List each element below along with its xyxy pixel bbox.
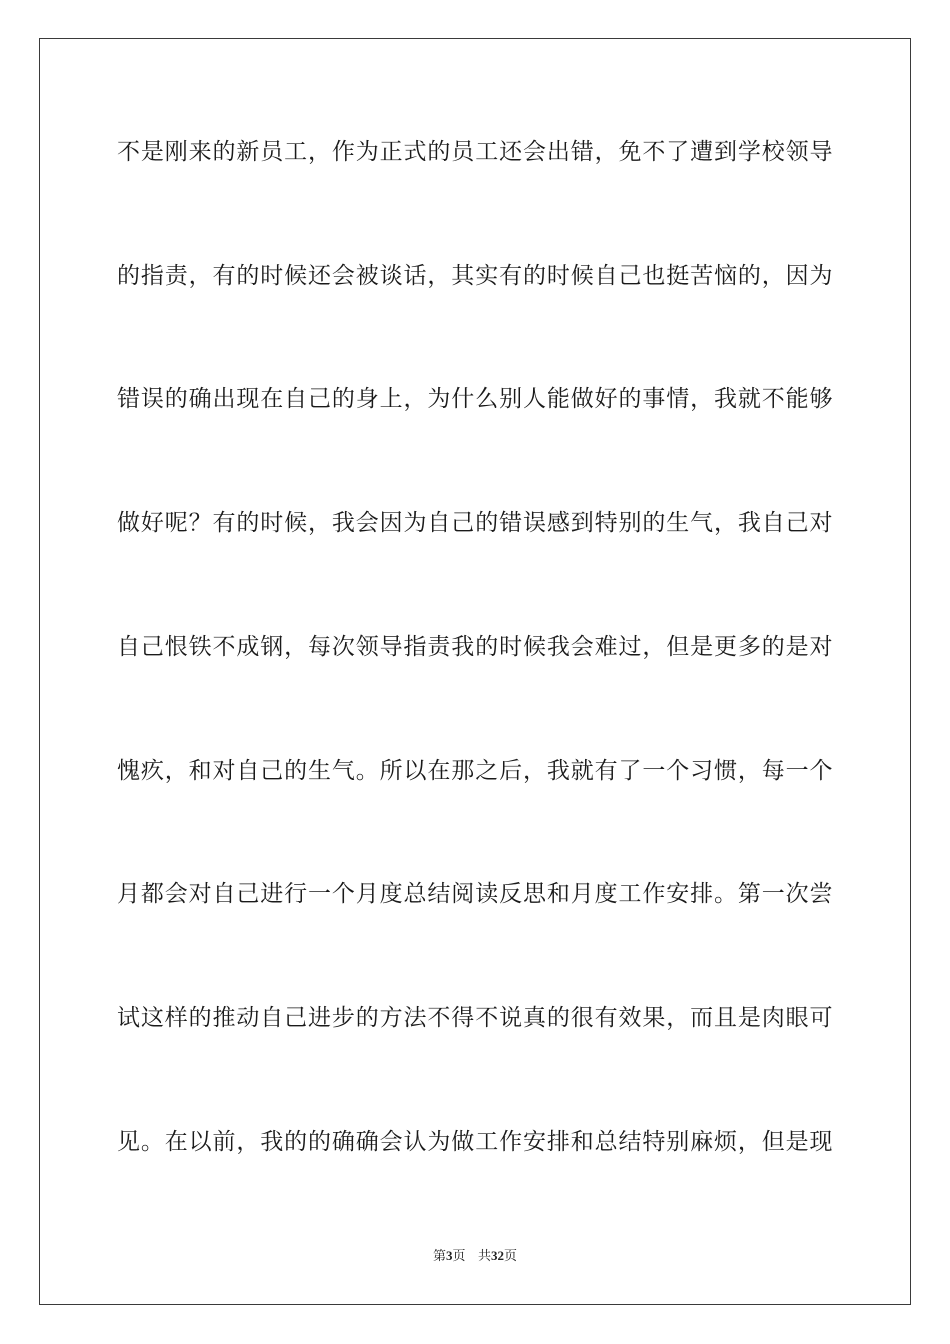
page-footer xyxy=(0,1247,950,1266)
text-line: 不是刚来的新员工，作为正式的员工还会出错，免不了遭到学校领导 xyxy=(117,139,833,165)
page-suffix: 页 xyxy=(452,1249,466,1264)
page-border xyxy=(39,38,911,1305)
total-pages: 32 xyxy=(490,1248,504,1263)
page-number: 3 xyxy=(446,1248,453,1263)
text-line: 错误的确出现在自己的身上，为什么别人能做好的事情，我就不能够 xyxy=(117,386,833,412)
page-prefix: 第 xyxy=(433,1249,447,1264)
text-line: 做好呢？有的时候，我会因为自己的错误感到特别的生气，我自己对 xyxy=(117,510,833,536)
text-line: 见。在以前，我的的确确会认为做工作安排和总结特别麻烦，但是现 xyxy=(117,1129,833,1155)
total-prefix: 共 xyxy=(477,1249,491,1264)
text-line: 月都会对自己进行一个月度总结阅读反思和月度工作安排。第一次尝 xyxy=(117,881,833,907)
text-line: 的指责，有的时候还会被谈话，其实有的时候自己也挺苦恼的，因为 xyxy=(117,263,833,289)
text-line: 自己恨铁不成钢，每次领导指责我的时候我会难过，但是更多的是对 xyxy=(117,634,833,660)
total-suffix: 页 xyxy=(503,1249,517,1264)
text-line: 愧疚，和对自己的生气。所以在那之后，我就有了一个习惯，每一个 xyxy=(117,758,833,784)
text-line: 试这样的推动自己进步的方法不得不说真的很有效果，而且是肉眼可 xyxy=(117,1005,833,1031)
